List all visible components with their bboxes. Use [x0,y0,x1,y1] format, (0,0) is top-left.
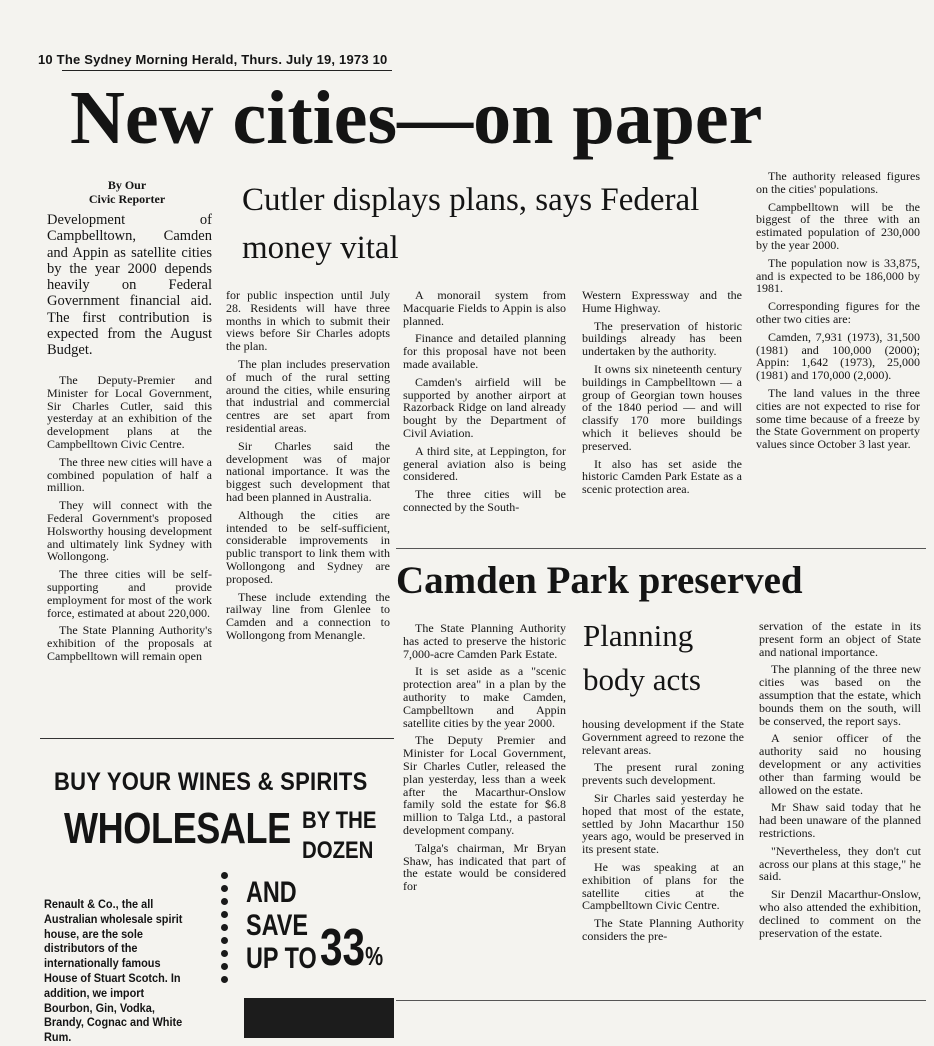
paragraph: Talga's chairman, Mr Bryan Shaw, has indicated that part of the estate would be considered for [403,840,566,894]
paragraph: The three cities will be self-supporting and provide employment for most of the work force, estimated at about 220,000. [47,567,212,620]
ad-top-rule [40,738,394,739]
page-folio: 10 The Sydney Morning Herald, Thurs. July 19, 1973 10 [38,52,388,67]
ad-body-text: Renault & Co., the all Australian wholesale spirit house, are the sole distributors of the internationally famous House of Stuart Scotch. In addition, we import Bourbon, Gin, Vodka, Brandy, Cognac and White Rum. [44,899,183,1045]
paragraph: The State Planning Authority has acted to preserve the historic 7,000-acre Camden Park Estate. [403,621,566,661]
story2-column-2 [582,718,744,943]
paragraph: "Nevertheless, they don't cut across our plans at this stage," he said. [759,843,921,884]
paragraph: They will connect with the Federal Government's proposed Holsworthy housing development and ultimately link Sydney with Wollongong. [47,498,212,564]
paragraph: The present rural zoning prevents such development. [582,760,744,788]
ad-save: SAVE [246,909,308,942]
paragraph: The population now is 33,875, and is expected to be 186,000 by 1981. [756,255,920,296]
paragraph: Camden's airfield will be supported by another airport at Razorback Ridge on land already bought by the Department of Civil Aviation. [403,374,566,440]
paragraph: It also has set aside the historic Camden Park Estate as a scenic protection area. [582,456,742,497]
ad-percent-sign: % [365,941,384,971]
ad-and: AND [246,876,297,909]
paragraph: Campbelltown will be the biggest of the three with an estimated population of 230,000 by the year 2000. [756,199,920,252]
paragraph: The three new cities will have a combined population of half a million. [47,454,212,495]
paragraph: Sir Charles said the development was of major national importance. It was the biggest such development that had been planned in Australia. [226,438,390,504]
paragraph: A senior officer of the authority said no housing development or any activities other than farming would be allowed on the estate. [759,731,921,797]
ad-percent [320,918,383,978]
ad-and-save [246,876,317,975]
bottom-rule [396,1000,926,1001]
paragraph: A third site, at Leppington, for general aviation also is being considered. [403,443,566,484]
byline-line1: By Our [107,178,147,192]
ad-percent-value: 33 [320,919,366,977]
story1-column-2 [226,289,390,642]
ad-dot-divider [221,872,229,989]
paragraph: It owns six nineteenth century buildings in Campbelltown — a group of Georgian town houses of the 1840 period — and will classify 170 more buildings which it believes should be preserved. [582,361,742,453]
paragraph: Finance and detailed planning for this proposal have not been made available. [403,331,566,371]
story1-column-4 [582,289,742,496]
paragraph: Mr Shaw said today that he had been unaware of the planned restrictions. [759,800,921,840]
paragraph: for public inspection until July 28. Residents will have three months in which to submit their views before Sir Charles adopts the plan. [226,288,390,354]
paragraph: These include extending the railway line from Glenlee to Camden and a connection to Wollongong from Menangle. [226,589,390,642]
story2-column-3 [759,620,921,939]
ad-headline: BUY YOUR WINES & SPIRITS [54,768,368,796]
story1-column-1 [47,374,212,663]
ad-upto: UP TO [246,942,317,975]
main-headline: New cities—on paper [70,76,763,160]
ad-by-the-dozen [302,806,376,866]
paragraph: Although the cities are intended to be self-sufficient, considerable improvements in public transport to link them with Wollongong and Sydney are proposed. [226,507,390,586]
ad-bythe-line2: DOZEN [302,837,374,864]
paragraph: The plan includes preservation of much of the rural setting around the cities, while ensuring that industrial and commercial centres are set apart from residential areas. [226,356,390,435]
paragraph: servation of the estate in its present form an object of State and national importance. [759,619,921,659]
ad-wholesale: WHOLESALE [64,804,291,853]
paragraph: It is set aside as a "scenic protection area" in a plan by the authority to make Camden, Campbelltown and Appin satellite cities by the year 2000. [403,664,566,730]
paragraph: The land values in the three cities are not expected to rise for some time because of a freeze by the State Government on property values since October 3 last year. [756,385,920,452]
ad-bythe-line1: BY THE [302,807,377,834]
paragraph: Camden, 7,931 (1973), 31,500 (1981) and 100,000 (2000); Appin: 1,642 (1973), 25,000 (1981) and 170,000 (2,000). [756,329,920,383]
paragraph: The three cities will be connected by the South- [403,487,566,514]
paragraph: The preservation of historic buildings already has been undertaken by the authority. [582,318,742,359]
story2-column-1 [403,622,566,893]
byline [52,178,202,206]
paragraph: The Deputy Premier and Minister for Local Government, Sir Charles Cutler, released the plan yesterday, less than a week after the Macarthur-Onslow family sold the estate for $6.8 million to Talga Ltd., a pastoral development company. [403,733,566,837]
paragraph: The State Planning Authority considers the pre- [582,916,744,943]
paragraph: A monorail system from Macquarie Fields to Appin is also planned. [403,288,566,328]
story1-column-3 [403,289,566,514]
advertisement [40,740,394,1045]
ad-bottle-graphic [244,998,394,1038]
paragraph: Western Expressway and the Hume Highway. [582,288,742,315]
story2-subhead: Planning body acts [583,618,701,697]
paragraph: The State Planning Authority's exhibition of the proposals at Campbelltown will remain open [47,623,212,663]
paragraph: Corresponding figures for the other two cities are: [756,299,920,326]
section-rule [396,548,926,549]
paragraph: Sir Charles said yesterday he hoped that most of the estate, settled by John Macarthur 150 years ago, would be preserved in its present state. [582,790,744,857]
paragraph: Sir Denzil Macarthur-Onslow, who also attended the exhibition, declined to comment on the preservation of the estate. [759,887,921,940]
lead-paragraph: Development of Campbelltown, Camden and Appin as satellite cities by the year 2000 depends heavily on Federal Government financial aid. The first contribution is expected from the August Budget. [47,212,212,359]
story1-column-5 [756,170,920,451]
deck-headline: Cutler displays plans, says Federal money vital [242,182,700,266]
paragraph: The planning of the three new cities was based on the assumption that the estate, which bounds them on the south, will be conserved, the report says. [759,662,921,728]
paragraph: The Deputy-Premier and Minister for Local Government, Sir Charles Cutler, said this yesterday at an exhibition of the development plans at the Campbelltown Civic Centre. [47,373,212,451]
byline-line2: Civic Reporter [88,192,166,206]
paragraph: The authority released figures on the cities' populations. [756,169,920,196]
paragraph: He was speaking at an exhibition of plans for the satellite cities at the Campbelltown Civic Centre. [582,859,744,913]
story2-headline: Camden Park preserved [396,559,803,602]
paragraph: housing development if the State Government agreed to rezone the relevant areas. [582,717,744,757]
